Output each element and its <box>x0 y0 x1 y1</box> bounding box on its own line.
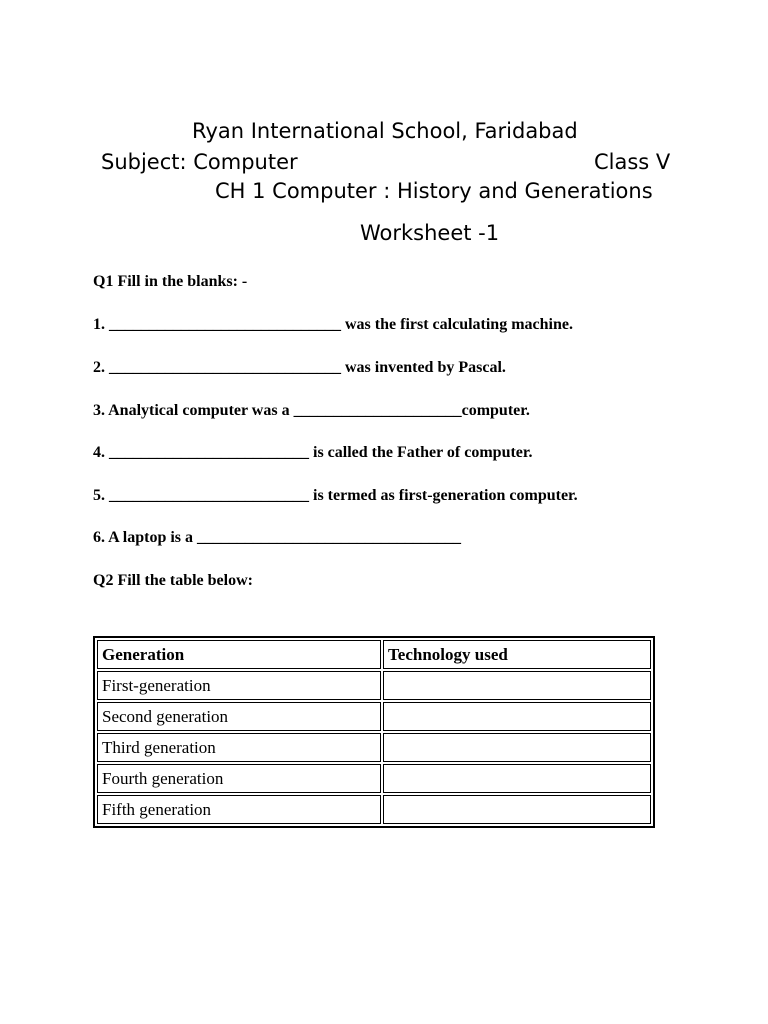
generation-cell: Third generation <box>97 733 381 762</box>
q1-item-3: 3. Analytical computer was a _____________________computer. <box>93 402 530 419</box>
q1-item-6: 6. A laptop is a _________________________________ <box>93 529 462 546</box>
q1-item-2: 2. _____________________________ was invented by Pascal. <box>93 359 506 376</box>
subject-label: Subject: Computer <box>101 150 298 174</box>
q1-item-1: 1. _____________________________ was the first calculating machine. <box>93 316 573 333</box>
generation-cell: Fifth generation <box>97 795 381 824</box>
generation-cell: Fourth generation <box>97 764 381 793</box>
column-header-generation: Generation <box>97 640 381 669</box>
table-row <box>97 764 651 793</box>
technology-cell <box>383 671 651 700</box>
table-header-row <box>97 640 651 669</box>
q1-title: Q1 Fill in the blanks: - <box>93 273 248 290</box>
technology-cell <box>383 733 651 762</box>
table-row <box>97 733 651 762</box>
class-label: Class V <box>594 150 671 174</box>
table-row <box>97 702 651 731</box>
column-header-technology: Technology used <box>383 640 651 669</box>
table-row <box>97 795 651 824</box>
technology-cell <box>383 702 651 731</box>
q1-item-5: 5. _________________________ is termed as first-generation computer. <box>93 487 578 504</box>
technology-cell <box>383 795 651 824</box>
q2-title: Q2 Fill the table below: <box>93 572 253 589</box>
q1-item-4: 4. _________________________ is called the Father of computer. <box>93 444 533 461</box>
chapter-title: CH 1 Computer : History and Generations <box>215 179 653 203</box>
technology-cell <box>383 764 651 793</box>
generation-cell: First-generation <box>97 671 381 700</box>
worksheet-title: Worksheet -1 <box>360 221 500 245</box>
generation-cell: Second generation <box>97 702 381 731</box>
generation-table <box>93 636 655 828</box>
table-row <box>97 671 651 700</box>
school-name: Ryan International School, Faridabad <box>192 119 578 143</box>
